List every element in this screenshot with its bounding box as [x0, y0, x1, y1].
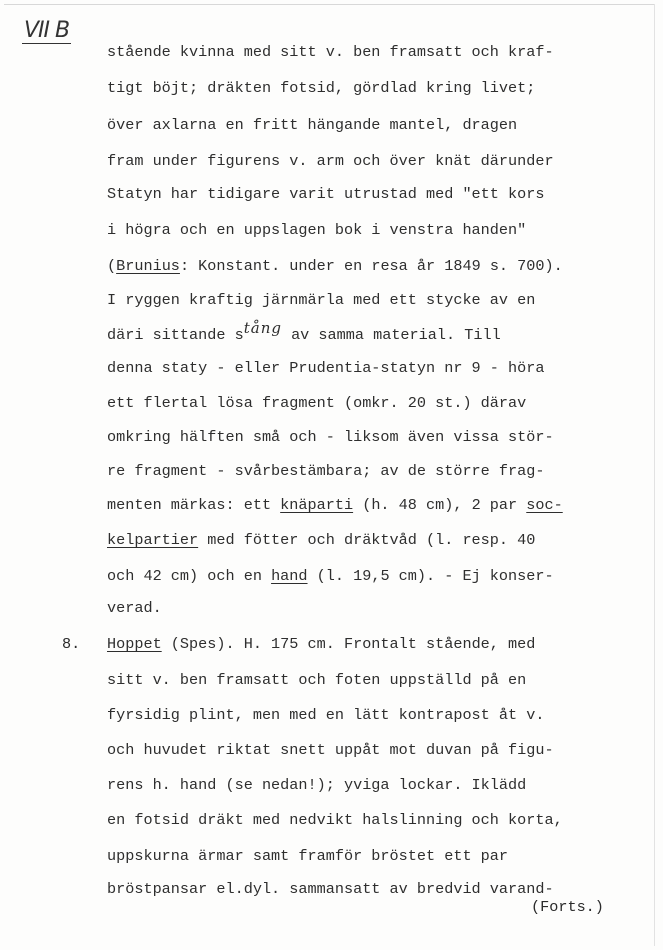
text-line: i högra och en uppslagen bok i venstra handen"	[107, 221, 527, 239]
item-number: 8.	[62, 635, 81, 653]
text-line: ett flertal lösa fragment (omkr. 20 st.) därav	[107, 394, 527, 412]
text-line: verad.	[107, 599, 162, 617]
text-line: uppskurna ärmar samt framför bröstet ett par	[107, 847, 509, 865]
text-line: Hoppet (Spes). H. 175 cm. Frontalt stående, med	[107, 635, 536, 653]
text-line: fyrsidig plint, men med en lätt kontrapost åt v.	[107, 706, 545, 724]
text-line: sitt v. ben framsatt och foten uppställd på en	[107, 671, 527, 689]
text-line: omkring hälften små och - liksom även vissa stör-	[107, 428, 554, 446]
text-line: I ryggen kraftig järnmärla med ett stycke av en	[107, 291, 536, 309]
text-line: (Brunius: Konstant. under en resa år 1849 s. 700).	[107, 257, 563, 275]
underlined-term: kelpartier	[107, 531, 199, 549]
page-mark: VII B	[24, 18, 70, 43]
text-line: stående kvinna med sitt v. ben framsatt och kraf-	[107, 43, 554, 61]
text-line: tigt böjt; dräkten fotsid, gördlad kring livet;	[107, 79, 536, 97]
underlined-term: soc-	[526, 496, 563, 514]
item-title: Hoppet	[107, 635, 162, 653]
text-line: och huvudet riktat snett uppåt mot duvan på figu-	[107, 741, 554, 759]
text-line: menten märkas: ett knäparti (h. 48 cm), 2 par soc-	[107, 496, 563, 514]
text-line: denna staty - eller Prudentia-statyn nr 9 - höra	[107, 359, 545, 377]
page-edge-right	[654, 4, 655, 946]
text-line: däri sittande stång av samma material. Till	[107, 319, 501, 344]
text-line: över axlarna en fritt hängande mantel, dragen	[107, 116, 518, 134]
text-line: rens h. hand (se nedan!); yviga lockar. Iklädd	[107, 776, 527, 794]
text-line: en fotsid dräkt med nedvikt halslinning och korta,	[107, 811, 563, 829]
text-line: Statyn har tidigare varit utrustad med "ett kors	[107, 185, 545, 203]
underlined-term: knäparti	[280, 496, 354, 514]
page-edge-top	[4, 4, 654, 5]
continued-note: (Forts.)	[531, 898, 604, 916]
underlined-term: hand	[271, 567, 308, 585]
text-line: fram under figurens v. arm och över knät därunder	[107, 152, 554, 170]
text-line: re fragment - svårbestämbara; av de större frag-	[107, 462, 545, 480]
reference-underlined: Brunius	[116, 257, 180, 275]
text-line: och 42 cm) och en hand (l. 19,5 cm). - Ej konser-	[107, 567, 554, 585]
handwritten-word: tång	[243, 319, 282, 337]
text-line: kelpartier med fötter och dräktvåd (l. resp. 40	[107, 531, 536, 549]
text-line: bröstpansar el.dyl. sammansatt av bredvid varand-	[107, 880, 554, 898]
